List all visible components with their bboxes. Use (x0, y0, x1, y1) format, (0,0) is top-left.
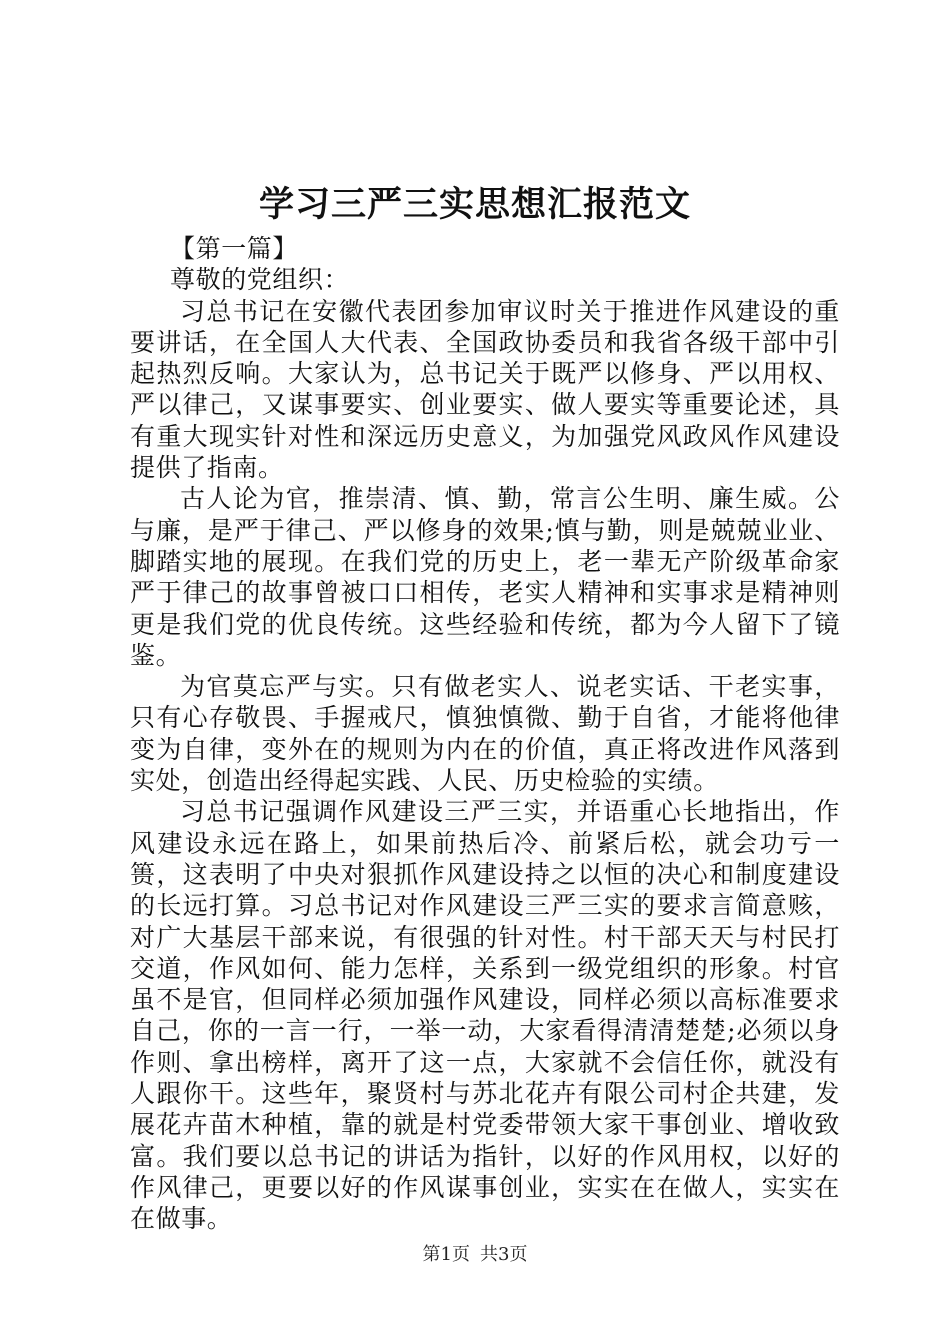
document-title: 学习三严三实思想汇报范文 (258, 184, 691, 225)
page-total: 共3页 (480, 1244, 528, 1265)
document-body (130, 233, 840, 1235)
body-paragraph: 古人论为官，推崇清、慎、勤，常言公生明、廉生威。公与廉，是严于律己、严以修身的效果;慎与勤，则是兢兢业业、脚踏实地的展现。在我们党的历史上，老一辈无产阶级革命家严于律己的故事曾被口口相传，老实人精神和实事求是精神则更是我们党的优良传统。这些经验和传统，都为今人留下了镜鉴。 (130, 484, 840, 670)
body-paragraph: 习总书记强调作风建设三严三实，并语重心长地指出，作风建设永远在路上，如果前热后冷、前紧后松，就会功亏一篑，这表明了中央对狠抓作风建设持之以恒的决心和制度建设的长远打算。习总书记对作风建设三严三实的要求言简意赅，对广大基层干部来说，有很强的针对性。村干部天天与村民打交道，作风如何、能力怎样，关系到一级党组织的形象。村官虽不是官，但同样必须加强作风建设，同样必须以高标准要求自己，你的一言一行，一举一动，大家看得清清楚楚;必须以身作则、拿出榜样，离开了这一点，大家就不会信任你，就没有人跟你干。这些年，聚贤村与苏北花卉有限公司村企共建，发展花卉苗木种植，靠的就是村党委带领大家干事创业、增收致富。我们要以总书记的讲话为指针，以好的作风用权，以好的作风律己，更要以好的作风谋事创业，实实在在做人，实实在在做事。 (130, 797, 840, 1234)
salutation: 尊敬的党组织： (170, 265, 350, 295)
page-footer (0, 1243, 950, 1267)
body-paragraph: 习总书记在安徽代表团参加审议时关于推进作风建设的重要讲话，在全国人大代表、全国政协委员和我省各级干部中引起热烈反响。大家认为，总书记关于既严以修身、严以用权、严以律己，又谋事要实、创业要实、做人要实等重要论述，具有重大现实针对性和深远历史意义，为加强党风政风作风建设提供了指南。 (130, 296, 840, 483)
body-paragraph: 为官莫忘严与实。只有做老实人、说老实话、干老实事，只有心存敬畏、手握戒尺，慎独慎微、勤于自省，才能将他律变为自律，变外在的规则为内在的价值，真正将改进作风落到实处，创造出经得起实践、人民、历史检验的实绩。 (130, 672, 840, 796)
section-heading: 【第一篇】 (170, 234, 299, 263)
page-number: 第1页 (422, 1244, 470, 1265)
